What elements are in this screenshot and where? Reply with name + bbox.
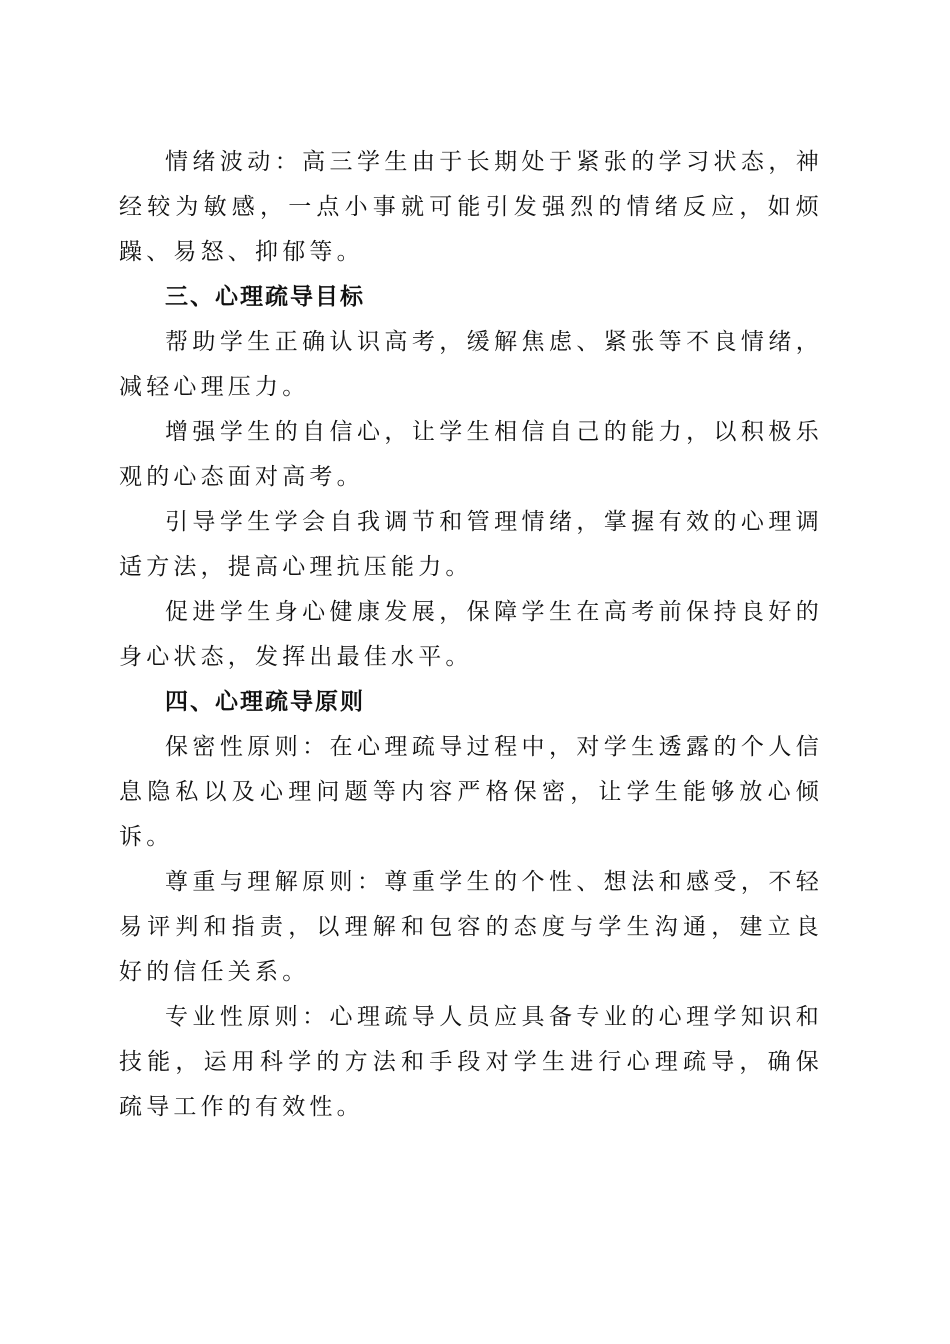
section-heading-goals: 三、心理疏导目标 [165, 284, 365, 310]
paragraph-goal-3: 引导学生学会自我调节和管理情绪，掌握有效的心理调适方法，提高心理抗压能力。 [119, 509, 823, 580]
paragraph-goal-1: 帮助学生正确认识高考，缓解焦虑、紧张等不良情绪，减轻心理压力。 [119, 329, 823, 400]
paragraph-principle-confidentiality: 保密性原则：在心理疏导过程中，对学生透露的个人信息隐私以及心理问题等内容严格保密，让学生能够放心倾诉。 [119, 734, 823, 850]
paragraph-goal-2: 增强学生的自信心，让学生相信自己的能力，以积极乐观的心态面对高考。 [119, 419, 823, 490]
paragraph-goal-4: 促进学生身心健康发展，保障学生在高考前保持良好的身心状态，发挥出最佳水平。 [119, 599, 823, 670]
paragraph-emotion-fluctuation: 情绪波动：高三学生由于长期处于紧张的学习状态，神经较为敏感，一点小事就可能引发强烈的情绪反应，如烦躁、易怒、抑郁等。 [119, 149, 823, 265]
section-heading-principles: 四、心理疏导原则 [165, 689, 365, 715]
document-body [119, 140, 823, 1130]
paragraph-principle-respect: 尊重与理解原则：尊重学生的个性、想法和感受，不轻易评判和指责，以理解和包容的态度与学生沟通，建立良好的信任关系。 [119, 869, 823, 985]
paragraph-principle-professionalism: 专业性原则：心理疏导人员应具备专业的心理学知识和技能，运用科学的方法和手段对学生进行心理疏导，确保疏导工作的有效性。 [119, 1004, 823, 1120]
